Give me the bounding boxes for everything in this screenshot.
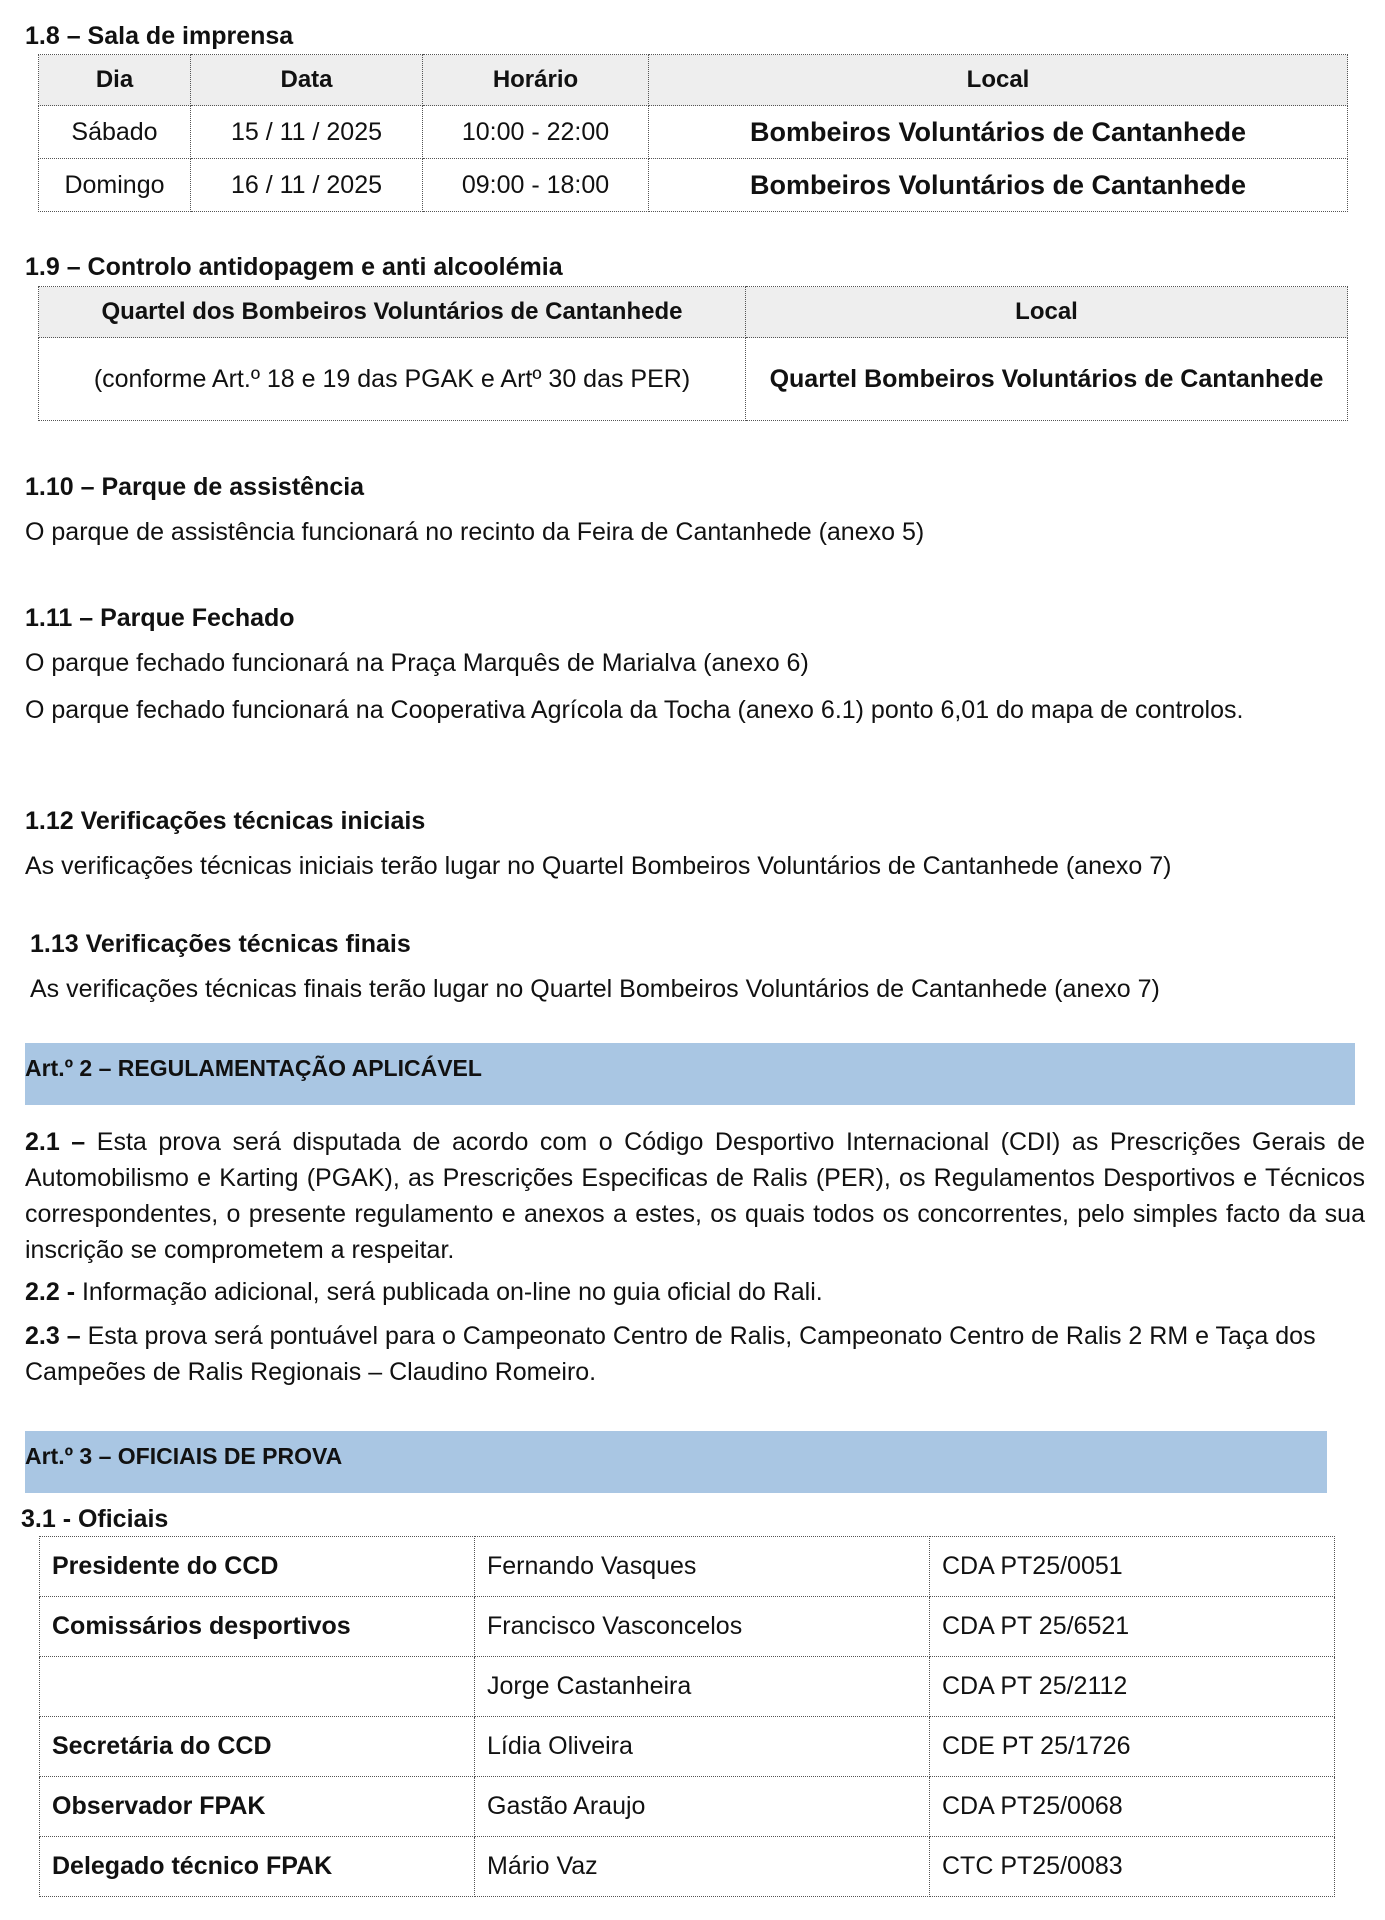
section-1-9-title: 1.9 – Controlo antidopagem e anti alcoolémia	[25, 253, 563, 281]
cell-license: CDE PT 25/1726	[930, 1717, 1335, 1777]
cell-dia: Domingo	[39, 159, 191, 212]
cell-horario: 09:00 - 18:00	[423, 159, 649, 212]
header-horario: Horário	[423, 55, 649, 106]
cell-license: CDA PT 25/2112	[930, 1657, 1335, 1717]
cell-role: Secretária do CCD	[40, 1717, 475, 1777]
table-row	[40, 1657, 1335, 1717]
table-row	[39, 106, 1348, 159]
paragraph-2-1-number: 2.1 –	[25, 1128, 86, 1156]
paragraph-2-3-number: 2.3 –	[25, 1322, 81, 1350]
officials-table	[39, 1536, 1335, 1897]
cell-horario: 10:00 - 22:00	[423, 106, 649, 159]
paragraph-2-2-number: 2.2 -	[25, 1278, 76, 1306]
cell-data: 15 / 11 / 2025	[191, 106, 423, 159]
cell-name: Lídia Oliveira	[475, 1717, 930, 1777]
paragraph-2-1-text: Esta prova será disputada de acordo com o Código Desportivo Internacional (CDI) as Prescrições Gerais de Automobilismo e Karting (PGAK), as Prescrições Especificas de Ralis (PER), os Regulamentos Desportivos e Técnicos correspondentes, o presente regulamento e anexos a estes, os quais todos os concorrentes, pelo simples facto da sua inscrição se comprometem a respeitar.	[25, 1128, 1366, 1264]
cell-role	[40, 1657, 475, 1717]
section-1-8-title: 1.8 – Sala de imprensa	[25, 22, 294, 50]
section-1-11-text2: O parque fechado funcionará na Cooperativa Agrícola da Tocha (anexo 6.1) ponto 6,01 do mapa de controlos.	[25, 696, 1244, 724]
cell-license: CDA PT25/0068	[930, 1777, 1335, 1837]
cell-license: CTC PT25/0083	[930, 1837, 1335, 1897]
cell-local: Quartel Bombeiros Voluntários de Cantanhede	[746, 338, 1348, 421]
table-row	[40, 1777, 1335, 1837]
article-3-banner	[25, 1431, 1327, 1493]
article-2-banner	[25, 1043, 1355, 1105]
press-room-table	[38, 54, 1348, 212]
section-1-13-title: 1.13 Verificações técnicas finais	[30, 930, 411, 958]
table-row	[40, 1597, 1335, 1657]
section-1-12-text: As verificações técnicas iniciais terão lugar no Quartel Bombeiros Voluntários de Cantanhede (anexo 7)	[25, 852, 1172, 880]
table-row	[40, 1837, 1335, 1897]
cell-name: Fernando Vasques	[475, 1537, 930, 1597]
cell-local: Bombeiros Voluntários de Cantanhede	[649, 106, 1348, 159]
table-header-row	[39, 55, 1348, 106]
section-3-1-title: 3.1 - Oficiais	[21, 1505, 169, 1533]
paragraph-2-2	[25, 1278, 823, 1307]
cell-role: Observador FPAK	[40, 1777, 475, 1837]
section-1-13-text: As verificações técnicas finais terão lugar no Quartel Bombeiros Voluntários de Cantanhede (anexo 7)	[30, 975, 1160, 1003]
header-local: Local	[649, 55, 1348, 106]
paragraph-2-2-text: Informação adicional, será publicada on-line no guia oficial do Rali.	[81, 1278, 823, 1306]
header-data: Data	[191, 55, 423, 106]
cell-local: Bombeiros Voluntários de Cantanhede	[649, 159, 1348, 212]
table-row	[40, 1717, 1335, 1777]
table-row	[39, 159, 1348, 212]
cell-name: Gastão Araujo	[475, 1777, 930, 1837]
cell-dia: Sábado	[39, 106, 191, 159]
header-dia: Dia	[39, 55, 191, 106]
table-header-row	[39, 287, 1348, 338]
cell-name: Francisco Vasconcelos	[475, 1597, 930, 1657]
table-row	[40, 1537, 1335, 1597]
cell-role: Presidente do CCD	[40, 1537, 475, 1597]
paragraph-2-3	[25, 1318, 1365, 1390]
cell-role: Comissários desportivos	[40, 1597, 475, 1657]
section-1-12-title: 1.12 Verificações técnicas iniciais	[25, 807, 426, 835]
paragraph-2-3-text: Esta prova será pontuável para o Campeonato Centro de Ralis, Campeonato Centro de Ralis 2 RM e Taça dos Campeões de Ralis Regionais – Claudino Romeiro.	[25, 1322, 1316, 1386]
cell-license: CDA PT 25/6521	[930, 1597, 1335, 1657]
section-1-10-text: O parque de assistência funcionará no recinto da Feira de Cantanhede (anexo 5)	[25, 518, 925, 546]
header-quartel: Quartel dos Bombeiros Voluntários de Cantanhede	[39, 287, 746, 338]
paragraph-2-1	[25, 1124, 1365, 1268]
cell-conforme: (conforme Art.º 18 e 19 das PGAK e Artº 30 das PER)	[39, 338, 746, 421]
header-local: Local	[746, 287, 1348, 338]
section-1-11-title: 1.11 – Parque Fechado	[25, 604, 295, 632]
article-2-title: Art.º 2 – REGULAMENTAÇÃO APLICÁVEL	[25, 1055, 482, 1081]
section-1-11-text1: O parque fechado funcionará na Praça Marquês de Marialva (anexo 6)	[25, 649, 809, 677]
section-1-10-title: 1.10 – Parque de assistência	[25, 473, 365, 501]
cell-name: Jorge Castanheira	[475, 1657, 930, 1717]
article-3-title: Art.º 3 – OFICIAIS DE PROVA	[25, 1443, 343, 1469]
cell-role: Delegado técnico FPAK	[40, 1837, 475, 1897]
cell-name: Mário Vaz	[475, 1837, 930, 1897]
cell-data: 16 / 11 / 2025	[191, 159, 423, 212]
cell-license: CDA PT25/0051	[930, 1537, 1335, 1597]
table-row	[39, 338, 1348, 421]
antidoping-table	[38, 286, 1348, 421]
